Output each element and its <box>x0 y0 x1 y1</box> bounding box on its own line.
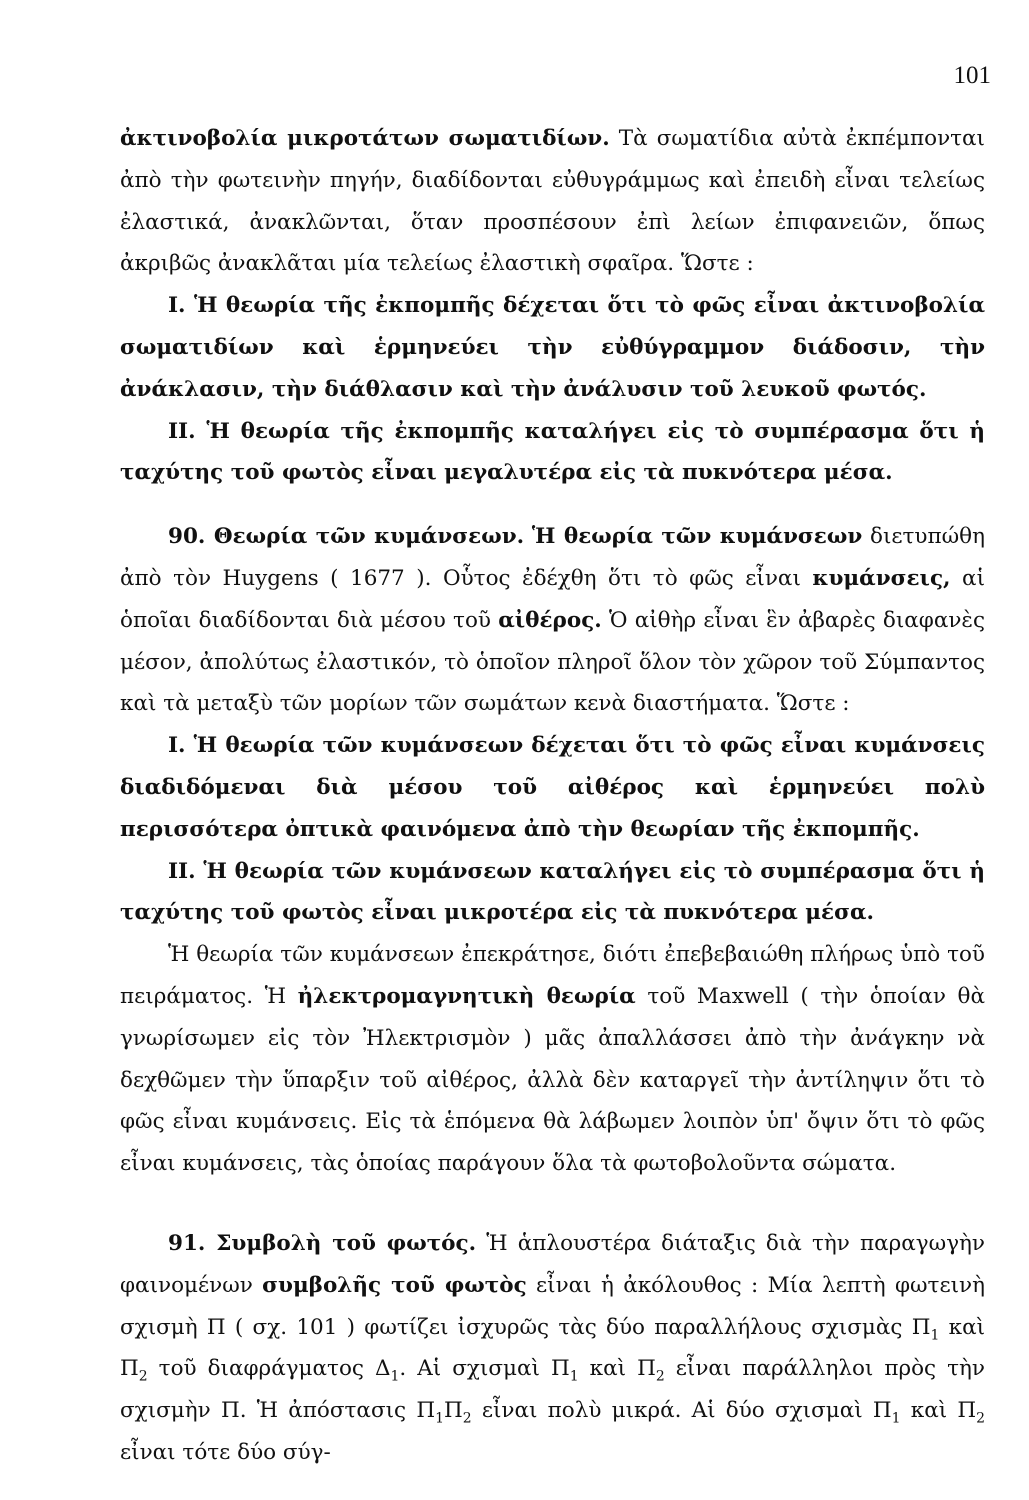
paragraph-wave-prevails <box>120 934 985 1185</box>
paragraph-text: εἶναι τότε δύο σύγ- <box>120 1439 331 1465</box>
bold-term-interference: συμβολῆς τοῦ φωτὸς <box>262 1272 527 1298</box>
bold-term-wave-theory: Ἡ θεωρία τῶν κυμάνσεων <box>531 524 863 550</box>
symbol-slit-1: $\Pi_1$ <box>872 1398 901 1427</box>
section-90-heading: 90. Θεωρία τῶν κυμάνσεων. <box>168 524 525 550</box>
section-90-paragraph <box>120 516 985 725</box>
paragraph-text: Ἡ θεωρία τῶν κυμάνσεων ἐπεκράτησε, διότι ἐπεβεβαιώθη πλήρως ὑπὸ τοῦ πειράματος. Ἡ <box>120 942 985 1009</box>
paragraph-text: εἶναι παράλληλοι πρὸς τὴν σχισμὴν Π. Ἡ ἀπόστασις <box>120 1356 985 1424</box>
paragraph-text: εἶναι πολὺ μικρά. Αἱ δύο σχισμαὶ <box>481 1398 863 1424</box>
paragraph-text: . Αἱ σχισμαὶ <box>399 1356 540 1382</box>
paragraph-text: τοῦ διαφράγματος <box>158 1356 364 1382</box>
paragraph-text: διετυπώθη ἀπὸ τὸν Huygens ( 1677 ). Οὗτος ἐδέχθη ὅτι τὸ φῶς εἶναι <box>120 524 985 591</box>
page-body <box>120 118 985 1474</box>
paragraph-emission-intro <box>120 118 985 285</box>
page-number: 101 <box>953 62 991 89</box>
symbol-slit-2: $\Pi_2$ <box>957 1398 986 1427</box>
symbol-slit-1: $\Pi_1$ <box>551 1356 579 1385</box>
wave-theory-point-1: I. Ἡ θεωρία τῶν κυμάνσεων δέχεται ὅτι τὸ φῶς εἶναι κυμάνσεις διαδιδόμεναι διὰ μέσου τοῦ αἰθέρος καὶ ἑρμηνεύει πολὺ περισσότερα ὀπτικὰ φαινόμενα ἀπὸ τὴν θεωρίαν τῆς ἐκπομπῆς. <box>120 733 985 842</box>
word-and: καὶ <box>589 1356 627 1382</box>
symbol-distance: $\Pi_1\Pi_2$ <box>416 1398 472 1427</box>
paragraph-text: αἱ ὁποῖαι διαδίδονται διὰ μέσου τοῦ <box>120 565 985 633</box>
symbol-slit-2: $\Pi_2$ <box>637 1356 665 1385</box>
section-91-paragraph <box>120 1223 985 1474</box>
bold-term-ether: αἰθέρος. <box>498 607 602 633</box>
paragraph-text: Ἡ ἁπλουστέρα διάταξις διὰ τὴν παραγωγὴν φαινομένων <box>120 1230 985 1298</box>
bold-term-em-theory: ἠλεκτρομαγνητικὴ θεωρία <box>297 983 636 1009</box>
emission-theory-point-1: I. Ἡ θεωρία τῆς ἐκπομπῆς δέχεται ὅτι τὸ φῶς εἶναι ἀκτινοβολία σωματιδίων καὶ ἑρμηνεύει τὴν εὐθύγραμμον διάδοσιν, τὴν ἀνάκλασιν, τὴν διάθλασιν καὶ τὴν ἀνάλυσιν τοῦ λευκοῦ φωτός. <box>120 293 985 402</box>
bold-term-waves: κυμάνσεις, <box>812 565 951 591</box>
word-and: καὶ <box>910 1398 948 1424</box>
wave-theory-point-2: II. Ἡ θεωρία τῶν κυμάνσεων καταλήγει εἰς τὸ συμπέρασμα ὅτι ἡ ταχύτης τοῦ φωτὸς εἶναι μικροτέρα εἰς τὰ πυκνότερα μέσα. <box>120 858 985 926</box>
symbol-slit-2: $\Pi_2$ <box>120 1356 148 1385</box>
symbol-diaphragm: $\Delta_1$ <box>374 1356 400 1385</box>
section-91-heading: 91. Συμβολὴ τοῦ φωτός. <box>168 1230 477 1256</box>
word-and: καὶ <box>948 1314 986 1340</box>
paragraph-text: εἶναι ἡ ἀκόλουθος : Μία λεπτὴ φωτεινὴ σχισμὴ Π ( σχ. 101 ) φωτίζει ἰσχυρῶς τὰς δύο παραλλήλους σχισμὰς <box>120 1272 985 1340</box>
symbol-slit-1: $\Pi_1$ <box>911 1314 940 1343</box>
paragraph-text: Τὰ σωματίδια αὐτὰ ἐκπέμπονται ἀπὸ τὴν φωτεινὴν πηγήν, διαδίδονται εὐθυγράμμως καὶ ἐπειδὴ εἶναι τελείως ἐλαστικά, ἀνακλῶνται, ὅταν προσπέσουν ἐπὶ λείων ἐπιφανειῶν, ὅπως ἀκριβῶς ἀνακλᾶται μία τελείως ἐλαστικὴ σφαῖρα. Ὥστε : <box>120 126 985 277</box>
paragraph-text: Ὁ αἰθὴρ εἶναι ἓν ἀβαρὲς διαφανὲς μέσον, ἀπολύτως ἐλαστικόν, τὸ ὁποῖον πληροῖ ὅλον τὸν χῶρον τοῦ Σύμπαντος καὶ τὰ μεταξὺ τῶν μορίων τῶν σωμάτων κενὰ διαστήματα. Ὥστε : <box>120 607 986 717</box>
bold-lead: ἀκτινοβολία μικροτάτων σωματιδίων. <box>120 126 610 151</box>
paragraph-text: τοῦ Maxwell ( τὴν ὁποίαν θὰ γνωρίσωμεν εἰς τὸν Ἠλεκτρισμὸν ) μᾶς ἀπαλλάσσει ἀπὸ τὴν ἀνάγκην νὰ δεχθῶμεν τὴν ὕπαρξιν τοῦ αἰθέρος, ἀλλὰ δὲν καταργεῖ τὴν ἀντίληψιν ὅτι τὸ φῶς εἶναι κυμάνσεις. Εἰς τὰ ἑπόμενα θὰ λάβωμεν λοιπὸν ὑπ' ὄψιν ὅτι τὸ φῶς εἶναι κυμάνσεις, τὰς ὁποίας παράγουν ὅλα τὰ φωτοβολοῦντα σώματα. <box>120 983 985 1177</box>
emission-theory-point-2: II. Ἡ θεωρία τῆς ἐκπομπῆς καταλήγει εἰς τὸ συμπέρασμα ὅτι ἡ ταχύτης τοῦ φωτὸς εἶναι μεγαλυτέρα εἰς τὰ πυκνότερα μέσα. <box>120 418 985 486</box>
